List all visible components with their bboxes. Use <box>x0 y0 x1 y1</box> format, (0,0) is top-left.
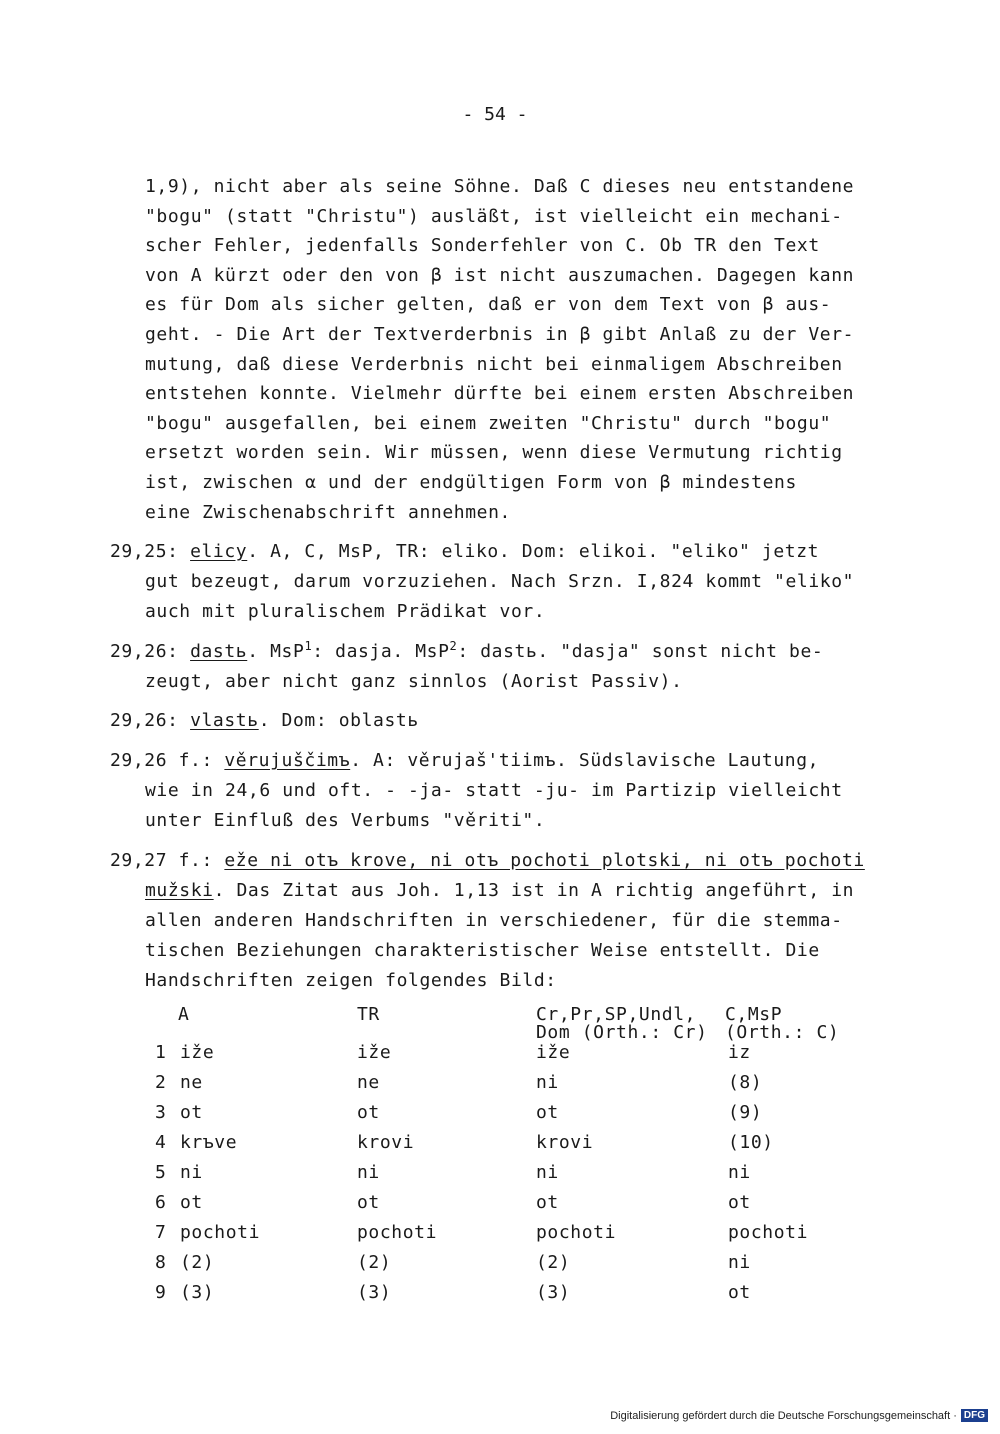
superscript: 2 <box>449 639 458 653</box>
table-cell: ne <box>180 1072 203 1093</box>
entry-text: . Das Zitat aus Joh. 1,13 ist in A richtig angeführt, in <box>213 880 855 901</box>
table-cell: ot <box>180 1192 203 1213</box>
table-cell: (2) <box>180 1252 215 1273</box>
table-cell: pochoti <box>728 1222 809 1243</box>
table-row <box>0 1102 1000 1132</box>
table-cell: ni <box>728 1252 751 1273</box>
row-number: 9 <box>155 1282 167 1303</box>
table-cell: ni <box>536 1162 559 1183</box>
entry-lemma: elicy <box>190 541 248 562</box>
table-cell: pochoti <box>180 1222 261 1243</box>
table-cell: ni <box>180 1162 203 1183</box>
table-header-TR: TR <box>357 1004 380 1025</box>
entry-lemma: mužski <box>145 880 214 901</box>
text-line: es für Dom als sicher gelten, daß er von dem Text von β aus- <box>145 294 832 316</box>
table-cell: (3) <box>536 1282 571 1303</box>
entry-ref: 29,26: <box>110 710 179 731</box>
footer-text: Digitalisierung gefördert durch die Deutsche Forschungsgemeinschaft · <box>610 1409 957 1422</box>
table-header-c-msp: C,MsP (Orth.: C) <box>725 1004 840 1043</box>
text-line: scher Fehler, jedenfalls Sonderfehler von C. Ob TR den Text <box>145 235 820 257</box>
table-row <box>0 1252 1000 1282</box>
table-row <box>0 1282 1000 1312</box>
table-cell: ne <box>357 1072 380 1093</box>
entry-lemma: věrujuščimъ <box>224 750 351 771</box>
text-line: "bogu" (statt "Christu") ausläßt, ist vielleicht ein mechani- <box>145 205 843 227</box>
table-row <box>0 1132 1000 1162</box>
entry-lemma: dastь <box>190 641 248 662</box>
entry-text: . A, C, MsP, TR: eliko. Dom: elikoi. "eliko" jetzt <box>247 541 820 562</box>
table-cell: ot <box>536 1192 559 1213</box>
entry-continuation: wie in 24,6 und oft. - -ja- statt -ju- im Partizip vielleicht <box>145 780 843 801</box>
entry-continuation: auch mit pluralischem Prädikat vor. <box>145 601 546 622</box>
entry-continuation: Handschriften zeigen folgendes Bild: <box>145 970 557 991</box>
text-line: von A kürzt oder den von β ist nicht auszumachen. Dagegen kann <box>145 264 855 286</box>
table-row <box>0 1222 1000 1252</box>
row-number: 8 <box>155 1252 167 1273</box>
text-line: ersetzt worden sein. Wir müssen, wenn diese Vermutung richtig <box>145 442 843 464</box>
row-number: 5 <box>155 1162 167 1183</box>
table-cell: ot <box>728 1282 751 1303</box>
entry-text: : dasja. MsP <box>312 641 450 662</box>
table-cell: (2) <box>536 1252 571 1273</box>
entry-29-27f <box>110 846 865 996</box>
entry-ref: 29,25: <box>110 541 179 562</box>
entry-ref: 29,26 f.: <box>110 750 213 771</box>
entry-29-26-dast <box>110 637 823 697</box>
text-line: eine Zwischenabschrift annehmen. <box>145 501 511 523</box>
table-cell: ni <box>728 1162 751 1183</box>
text-line: ist, zwischen α und der endgültigen Form von β mindestens <box>145 471 797 493</box>
entry-text: . MsP <box>247 641 305 662</box>
table-header-A: A <box>178 1004 190 1025</box>
entry-continuation: gut bezeugt, darum vorzuziehen. Nach Srzn. I,824 kommt "eliko" <box>145 571 855 592</box>
superscript: 1 <box>304 639 313 653</box>
text-line: mutung, daß diese Verderbnis nicht bei einmaligem Abschreiben <box>145 353 843 375</box>
table-cell: ot <box>357 1102 380 1123</box>
entry-29-25 <box>110 537 854 627</box>
entry-text: . Dom: oblastь <box>258 710 419 731</box>
table-cell: pochoti <box>357 1222 438 1243</box>
page-number: - 54 - <box>462 104 528 125</box>
entry-continuation: zeugt, aber nicht ganz sinnlos (Aorist Passiv). <box>145 671 683 692</box>
table-cell: ni <box>536 1072 559 1093</box>
text-line: entstehen konnte. Vielmehr dürfte bei einem ersten Abschreiben <box>145 383 855 405</box>
entry-text: . A: věrujaš'tiimъ. Südslavische Lautung, <box>350 750 820 771</box>
entry-lemma: eže ni otъ krove, ni otъ pochoti plotski, ni otъ pochoti <box>224 850 865 871</box>
entry-29-26f <box>110 746 843 836</box>
table-cell: iže <box>357 1042 392 1063</box>
table-cell: iz <box>728 1042 751 1063</box>
row-number: 6 <box>155 1192 167 1213</box>
table-cell: pochoti <box>536 1222 617 1243</box>
entry-text: : dastь. "dasja" sonst nicht be- <box>457 641 824 662</box>
table-row <box>0 1192 1000 1222</box>
table-cell: (3) <box>180 1282 215 1303</box>
entry-ref: 29,26: <box>110 641 179 662</box>
text-line: 1,9), nicht aber als seine Söhne. Daß C dieses neu entstandene <box>145 176 855 197</box>
table-cell: (10) <box>728 1132 774 1153</box>
table-cell: ot <box>357 1192 380 1213</box>
row-number: 7 <box>155 1222 167 1243</box>
table-cell: (9) <box>728 1102 763 1123</box>
table-cell: ot <box>728 1192 751 1213</box>
row-number: 3 <box>155 1102 167 1123</box>
table-cell: ni <box>357 1162 380 1183</box>
table-row <box>0 1042 1000 1072</box>
table-header-cr-group: Cr,Pr,SP,Undl, Dom (Orth.: Cr) <box>536 1004 708 1043</box>
text-line: "bogu" ausgefallen, bei einem zweiten "Christu" durch "bogu" <box>145 412 832 434</box>
table-cell: ot <box>536 1102 559 1123</box>
row-number: 1 <box>155 1042 167 1063</box>
row-number: 2 <box>155 1072 167 1093</box>
table-cell: krъve <box>180 1132 238 1153</box>
table-cell: iže <box>536 1042 571 1063</box>
table-cell: (2) <box>357 1252 392 1273</box>
entry-ref: 29,27 f.: <box>110 850 213 871</box>
row-number: 4 <box>155 1132 167 1153</box>
table-cell: ot <box>180 1102 203 1123</box>
entry-continuation: unter Einfluß des Verbums "věriti". <box>145 810 546 831</box>
funding-footer <box>610 1409 988 1422</box>
entry-29-26-vlast <box>110 706 419 736</box>
table-row <box>0 1072 1000 1102</box>
table-row <box>0 1162 1000 1192</box>
entry-continuation: tischen Beziehungen charakteristischer Weise entstellt. Die <box>145 940 820 961</box>
entry-lemma: vlastь <box>190 710 259 731</box>
table-cell: krovi <box>357 1132 415 1153</box>
dfg-logo: DFG <box>961 1409 988 1422</box>
table-cell: (8) <box>728 1072 763 1093</box>
intro-paragraph <box>145 172 854 527</box>
entry-continuation: allen anderen Handschriften in verschiedener, für die stemma- <box>145 910 843 931</box>
table-cell: iže <box>180 1042 215 1063</box>
table-cell: krovi <box>536 1132 594 1153</box>
text-line: geht. - Die Art der Textverderbnis in β gibt Anlaß zu der Ver- <box>145 323 855 345</box>
table-cell: (3) <box>357 1282 392 1303</box>
